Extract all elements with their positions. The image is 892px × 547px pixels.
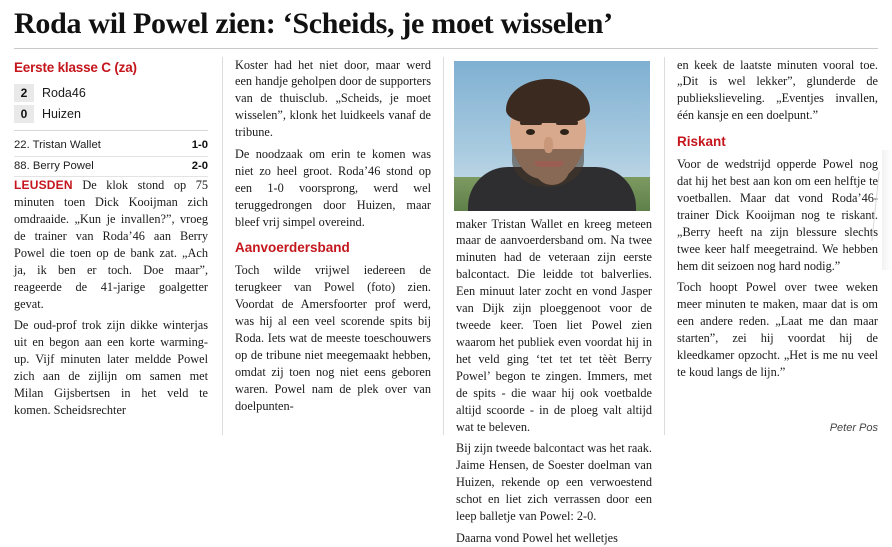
team-home: Roda46 (42, 85, 86, 100)
byline: Peter Pos (829, 422, 878, 434)
goal-minute-1: 22. (14, 139, 30, 152)
paragraph: Bij zijn tweede balcontact was het raak. Jaime Hensen, de Soester doelman van Huizen, rekende op een verwoestend schot en liet zich verrassen door een leep balletje van Powel: 2-0. (456, 441, 653, 524)
column-1 (14, 57, 223, 435)
lead-paragraph (14, 177, 208, 313)
goal-minute-scorer-2 (14, 159, 94, 175)
paragraph: De noodzaak om erin te komen was niet zo heel groot. Roda’46 stond op een 1-0 voorsprong, werd wel teruggedrongen door Huizen, maar bleef vrij simpel overeind. (235, 146, 432, 229)
section-subhead-aanvoerdersband: Aanvoerdersband (235, 240, 350, 256)
goal-minute-2: 88. (14, 159, 30, 172)
score-home: 2 (14, 84, 34, 102)
goal-row (14, 157, 208, 178)
paragraph: Toch hoopt Powel over twee weken meer minuten te maken, maar dat is om een andere reden. „Laat me dan maar starten”, zei hij voordat hij de kleedkamer opzocht. „Het is me nu veel te koud langs de lijn.” (677, 280, 878, 379)
score-row-away (14, 105, 208, 123)
paragraph: De oud-prof trok zijn dikke winterjas uit en begon aan een korte warming-up. Vijf minuten later meldde Powel zich aan de zijlijn om samen met Milan Gijsbertsen in het veld te komen. Scheidsrechter (14, 318, 209, 418)
team-away: Huizen (42, 106, 81, 121)
photo-brow-right (556, 121, 578, 125)
photo-eye-right (560, 129, 569, 135)
goal-minute-scorer-1 (14, 138, 101, 154)
photo-brow-left (520, 121, 542, 125)
paragraph: Koster had het niet door, maar werd een handje geholpen door de supporters van de thuisclub. „Scheids, je moet wisselen”, klonk het luidkeels vanaf de tribune. (235, 57, 432, 140)
paragraph: Daarna vond Powel het welletjes (456, 530, 618, 545)
goal-result-1: 1-0 (191, 139, 209, 152)
column-4 (665, 57, 878, 435)
paragraph: en keek de laatste minuten vooral toe. „Dit is wel lekker”, glunderde de publiekslieveling. „Eventjes invallen, één kansje en een doelpunt.” (677, 57, 878, 123)
column-3 (444, 57, 665, 545)
score-row-home (14, 84, 208, 102)
paragraph: maker Tristan Wallet en kreeg meteen maar de aanvoerdersband om. Na twee minuten had de veteraan zijn eerste balcontact. Die leidde tot balverlies. Een minuut later zocht en vond Jasper van Dijk zijn ploeggenoot voor de tweede keer. Toen liet Powel zien waarom het publiek even voordat hij in het veld ging ‘tet tet tet tèèt Berry Powel’ begon te zingen. Immers, met de spits - die waar hij ook voetbalde altijd scoorde - in de ploeg valt altijd wat te beleven. (456, 216, 653, 435)
photo-nose (544, 137, 553, 153)
goal-row (14, 136, 208, 157)
page-title: Roda wil Powel zien: ‘Scheids, je moet wisselen’ (14, 7, 613, 40)
lead-text: De klok stond op 75 minuten toen Dick Kooijman zich omdraaide. „Kun je invallen?”, vroeg de trainer van Roda’46 aan Berry Powel die toen op de bank zat. „Ach ja, ik ben er toch. Doe maar”, reageerde de 41-jarige goalgetter gevat. (14, 178, 209, 312)
goal-scorer-2: Berry Powel (32, 159, 94, 172)
photo-mouth (534, 161, 564, 167)
paragraph: Voor de wedstrijd opperde Powel nog dat hij het best aan kon om een helftje te voetballen. Maar dat vond Roda’46-trainer Dick Kooijman nog te riskant. „Berry heeft na zijn blessure slechts twee keer half meegetraind. We hebben hem dit seizoen nog hard nodig.” (677, 157, 878, 273)
headline-divider (14, 48, 878, 49)
competition-label: Eerste klasse C (za) (14, 59, 137, 75)
photo-eye-left (526, 129, 535, 135)
column-2 (223, 57, 444, 435)
player-photo (454, 61, 650, 211)
paragraph: Toch wilde vrijwel iedereen de terugkeer van Powel (foto) zien. Voordat de Amersfoorter prof werd, was hij al een veel scorende spits bij Roda. Iets wat de meeste toeschouwers op de tribune niet meegemaakt hebben, omdat zij toen nog niet eens geboren waren. Powel nam de plek over van doelpunten- (235, 263, 432, 413)
score-away: 0 (14, 105, 34, 123)
goal-scorer-1: Tristan Wallet (32, 139, 101, 152)
section-subhead-riskant: Riskant (677, 134, 726, 150)
article-columns (14, 57, 878, 545)
dateline-kicker: LEUSDEN (14, 178, 73, 193)
goal-result-2: 2-0 (191, 159, 209, 172)
infobox-divider (14, 130, 208, 131)
